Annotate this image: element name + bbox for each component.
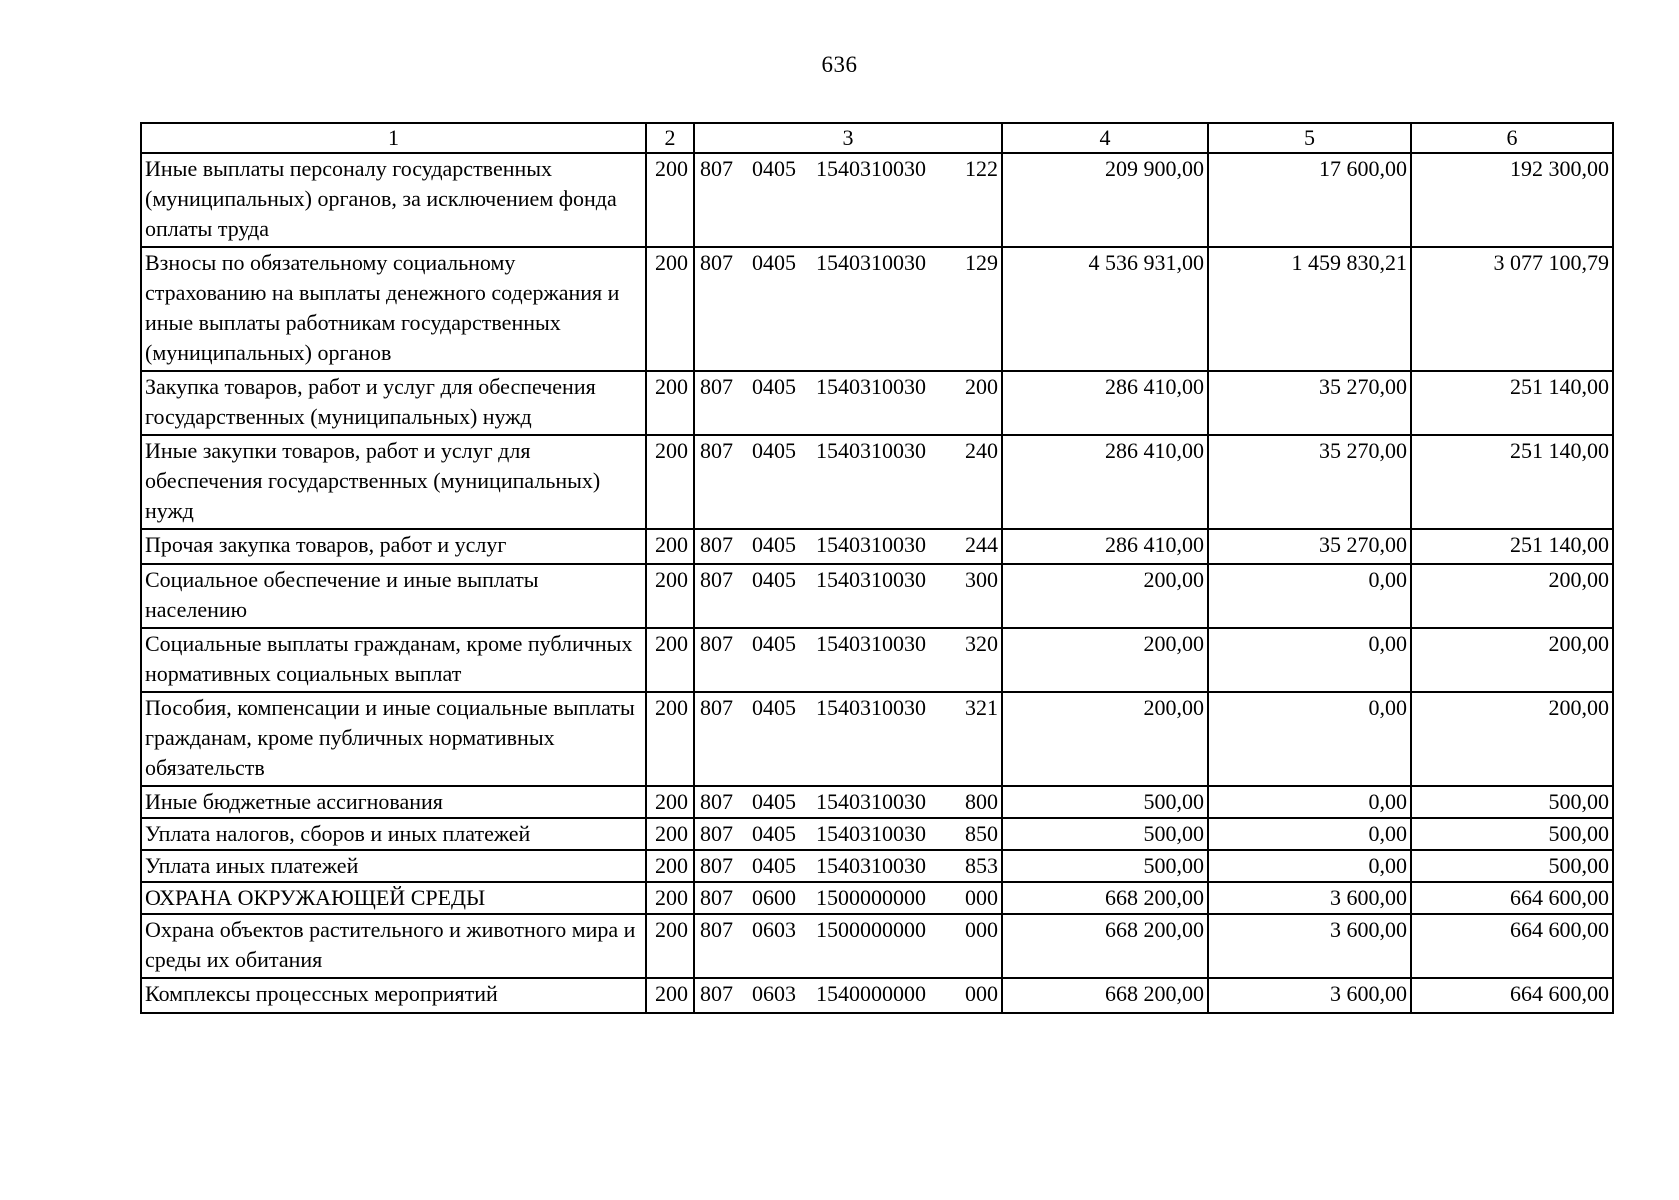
- code-target: 1540310030: [816, 250, 926, 275]
- table-row: [141, 818, 1613, 850]
- row-name: Социальные выплаты гражданам, кроме публичных нормативных социальных выплат: [141, 628, 646, 692]
- row-code-admin: 200: [646, 692, 694, 786]
- code-expense-type: 300: [965, 567, 998, 592]
- code-expense-type: 129: [965, 250, 998, 275]
- row-value-col6: 200,00: [1411, 692, 1613, 786]
- code-target: 1540310030: [816, 789, 926, 814]
- table-row: [141, 628, 1613, 692]
- code-section: 0405: [752, 156, 796, 181]
- row-code-admin: 200: [646, 818, 694, 850]
- column-header: 6: [1411, 123, 1613, 153]
- row-code-admin: 200: [646, 247, 694, 371]
- row-budget-code: [694, 818, 1002, 850]
- code-department: 807: [700, 532, 733, 557]
- row-value-col6: 251 140,00: [1411, 371, 1613, 435]
- table-row: [141, 692, 1613, 786]
- table-row: [141, 435, 1613, 529]
- row-value-col5: 3 600,00: [1208, 914, 1411, 978]
- code-expense-type: 244: [965, 532, 998, 557]
- code-section: 0603: [752, 917, 796, 942]
- code-expense-type: 200: [965, 374, 998, 399]
- row-budget-code: [694, 882, 1002, 914]
- table-row: [141, 786, 1613, 818]
- table-row: [141, 978, 1613, 1013]
- row-code-admin: 200: [646, 850, 694, 882]
- table-row: [141, 371, 1613, 435]
- column-header: 2: [646, 123, 694, 153]
- row-code-admin: 200: [646, 371, 694, 435]
- table-row: [141, 247, 1613, 371]
- row-code-admin: 200: [646, 564, 694, 628]
- code-section: 0603: [752, 981, 796, 1006]
- row-value-col5: 0,00: [1208, 850, 1411, 882]
- row-name: Социальное обеспечение и иные выплаты населению: [141, 564, 646, 628]
- row-value-col4: 200,00: [1002, 692, 1208, 786]
- code-department: 807: [700, 374, 733, 399]
- row-code-admin: 200: [646, 914, 694, 978]
- row-name: Уплата иных платежей: [141, 850, 646, 882]
- code-target: 1540310030: [816, 821, 926, 846]
- column-header: 1: [141, 123, 646, 153]
- row-value-col5: 0,00: [1208, 692, 1411, 786]
- header-row: [141, 123, 1613, 153]
- row-value-col5: 0,00: [1208, 564, 1411, 628]
- code-expense-type: 321: [965, 695, 998, 720]
- table-row: [141, 529, 1613, 564]
- row-code-admin: 200: [646, 153, 694, 247]
- code-target: 1540310030: [816, 567, 926, 592]
- code-expense-type: 122: [965, 156, 998, 181]
- code-section: 0405: [752, 532, 796, 557]
- code-section: 0405: [752, 695, 796, 720]
- row-value-col4: 500,00: [1002, 850, 1208, 882]
- row-budget-code: [694, 628, 1002, 692]
- code-expense-type: 240: [965, 438, 998, 463]
- code-department: 807: [700, 917, 733, 942]
- row-value-col6: 664 600,00: [1411, 914, 1613, 978]
- code-section: 0405: [752, 567, 796, 592]
- row-value-col6: 3 077 100,79: [1411, 247, 1613, 371]
- code-section: 0405: [752, 853, 796, 878]
- row-value-col5: 17 600,00: [1208, 153, 1411, 247]
- row-name: Пособия, компенсации и иные социальные выплаты гражданам, кроме публичных нормативных обязательств: [141, 692, 646, 786]
- code-expense-type: 320: [965, 631, 998, 656]
- code-target: 1540310030: [816, 853, 926, 878]
- code-target: 1500000000: [816, 917, 926, 942]
- code-section: 0405: [752, 821, 796, 846]
- row-name: ОХРАНА ОКРУЖАЮЩЕЙ СРЕДЫ: [141, 882, 646, 914]
- row-name: Иные выплаты персоналу государственных (муниципальных) органов, за исключением фонда оплаты труда: [141, 153, 646, 247]
- table-row: [141, 882, 1613, 914]
- column-header: 5: [1208, 123, 1411, 153]
- code-target: 1540310030: [816, 695, 926, 720]
- row-value-col4: 286 410,00: [1002, 371, 1208, 435]
- code-section: 0405: [752, 438, 796, 463]
- row-name: Закупка товаров, работ и услуг для обеспечения государственных (муниципальных) нужд: [141, 371, 646, 435]
- row-value-col5: 3 600,00: [1208, 978, 1411, 1013]
- row-value-col5: 35 270,00: [1208, 435, 1411, 529]
- code-expense-type: 000: [965, 981, 998, 1006]
- row-value-col4: 500,00: [1002, 786, 1208, 818]
- table-row: [141, 153, 1613, 247]
- row-value-col5: 35 270,00: [1208, 529, 1411, 564]
- row-value-col4: 668 200,00: [1002, 882, 1208, 914]
- row-budget-code: [694, 850, 1002, 882]
- table-body: [141, 153, 1613, 1013]
- code-section: 0405: [752, 789, 796, 814]
- code-expense-type: 000: [965, 917, 998, 942]
- column-header: 3: [694, 123, 1002, 153]
- row-value-col4: 200,00: [1002, 628, 1208, 692]
- code-department: 807: [700, 821, 733, 846]
- row-value-col6: 500,00: [1411, 850, 1613, 882]
- row-value-col4: 500,00: [1002, 818, 1208, 850]
- row-budget-code: [694, 529, 1002, 564]
- row-value-col6: 192 300,00: [1411, 153, 1613, 247]
- row-budget-code: [694, 247, 1002, 371]
- row-code-admin: 200: [646, 628, 694, 692]
- code-department: 807: [700, 981, 733, 1006]
- column-header: 4: [1002, 123, 1208, 153]
- row-value-col6: 251 140,00: [1411, 435, 1613, 529]
- code-department: 807: [700, 438, 733, 463]
- row-budget-code: [694, 978, 1002, 1013]
- row-budget-code: [694, 153, 1002, 247]
- row-budget-code: [694, 692, 1002, 786]
- code-target: 1540310030: [816, 532, 926, 557]
- row-value-col5: 0,00: [1208, 818, 1411, 850]
- row-value-col6: 200,00: [1411, 628, 1613, 692]
- row-value-col4: 668 200,00: [1002, 914, 1208, 978]
- code-expense-type: 000: [965, 885, 998, 910]
- budget-table: [140, 122, 1614, 1014]
- code-department: 807: [700, 567, 733, 592]
- row-value-col6: 500,00: [1411, 786, 1613, 818]
- code-section: 0405: [752, 250, 796, 275]
- code-department: 807: [700, 695, 733, 720]
- row-code-admin: 200: [646, 978, 694, 1013]
- code-department: 807: [700, 789, 733, 814]
- row-value-col6: 500,00: [1411, 818, 1613, 850]
- code-expense-type: 800: [965, 789, 998, 814]
- code-expense-type: 850: [965, 821, 998, 846]
- row-value-col6: 251 140,00: [1411, 529, 1613, 564]
- row-budget-code: [694, 435, 1002, 529]
- code-department: 807: [700, 156, 733, 181]
- row-value-col4: 4 536 931,00: [1002, 247, 1208, 371]
- row-value-col5: 1 459 830,21: [1208, 247, 1411, 371]
- row-value-col6: 664 600,00: [1411, 978, 1613, 1013]
- row-value-col4: 286 410,00: [1002, 529, 1208, 564]
- row-budget-code: [694, 564, 1002, 628]
- row-value-col4: 209 900,00: [1002, 153, 1208, 247]
- table-row: [141, 850, 1613, 882]
- row-value-col6: 664 600,00: [1411, 882, 1613, 914]
- code-target: 1540000000: [816, 981, 926, 1006]
- code-section: 0405: [752, 631, 796, 656]
- code-expense-type: 853: [965, 853, 998, 878]
- row-value-col5: 0,00: [1208, 628, 1411, 692]
- row-code-admin: 200: [646, 882, 694, 914]
- row-budget-code: [694, 914, 1002, 978]
- code-department: 807: [700, 250, 733, 275]
- row-value-col4: 668 200,00: [1002, 978, 1208, 1013]
- code-department: 807: [700, 853, 733, 878]
- row-code-admin: 200: [646, 435, 694, 529]
- code-section: 0405: [752, 374, 796, 399]
- row-value-col4: 286 410,00: [1002, 435, 1208, 529]
- code-department: 807: [700, 631, 733, 656]
- row-name: Уплата налогов, сборов и иных платежей: [141, 818, 646, 850]
- row-value-col5: 0,00: [1208, 786, 1411, 818]
- row-name: Охрана объектов растительного и животного мира и среды их обитания: [141, 914, 646, 978]
- code-department: 807: [700, 885, 733, 910]
- row-value-col5: 3 600,00: [1208, 882, 1411, 914]
- table-row: [141, 914, 1613, 978]
- code-target: 1540310030: [816, 374, 926, 399]
- row-code-admin: 200: [646, 786, 694, 818]
- row-name: Иные бюджетные ассигнования: [141, 786, 646, 818]
- row-name: Взносы по обязательному социальному страхованию на выплаты денежного содержания и иные выплаты работникам государственных (муниципальных) органов: [141, 247, 646, 371]
- code-target: 1540310030: [816, 631, 926, 656]
- row-budget-code: [694, 786, 1002, 818]
- table-row: [141, 564, 1613, 628]
- code-target: 1500000000: [816, 885, 926, 910]
- row-budget-code: [694, 371, 1002, 435]
- row-value-col4: 200,00: [1002, 564, 1208, 628]
- row-code-admin: 200: [646, 529, 694, 564]
- code-target: 1540310030: [816, 438, 926, 463]
- row-name: Комплексы процессных мероприятий: [141, 978, 646, 1013]
- row-value-col5: 35 270,00: [1208, 371, 1411, 435]
- row-value-col6: 200,00: [1411, 564, 1613, 628]
- row-name: Прочая закупка товаров, работ и услуг: [141, 529, 646, 564]
- row-name: Иные закупки товаров, работ и услуг для обеспечения государственных (муниципальных) нужд: [141, 435, 646, 529]
- code-target: 1540310030: [816, 156, 926, 181]
- page-number: 636: [821, 52, 858, 77]
- code-section: 0600: [752, 885, 796, 910]
